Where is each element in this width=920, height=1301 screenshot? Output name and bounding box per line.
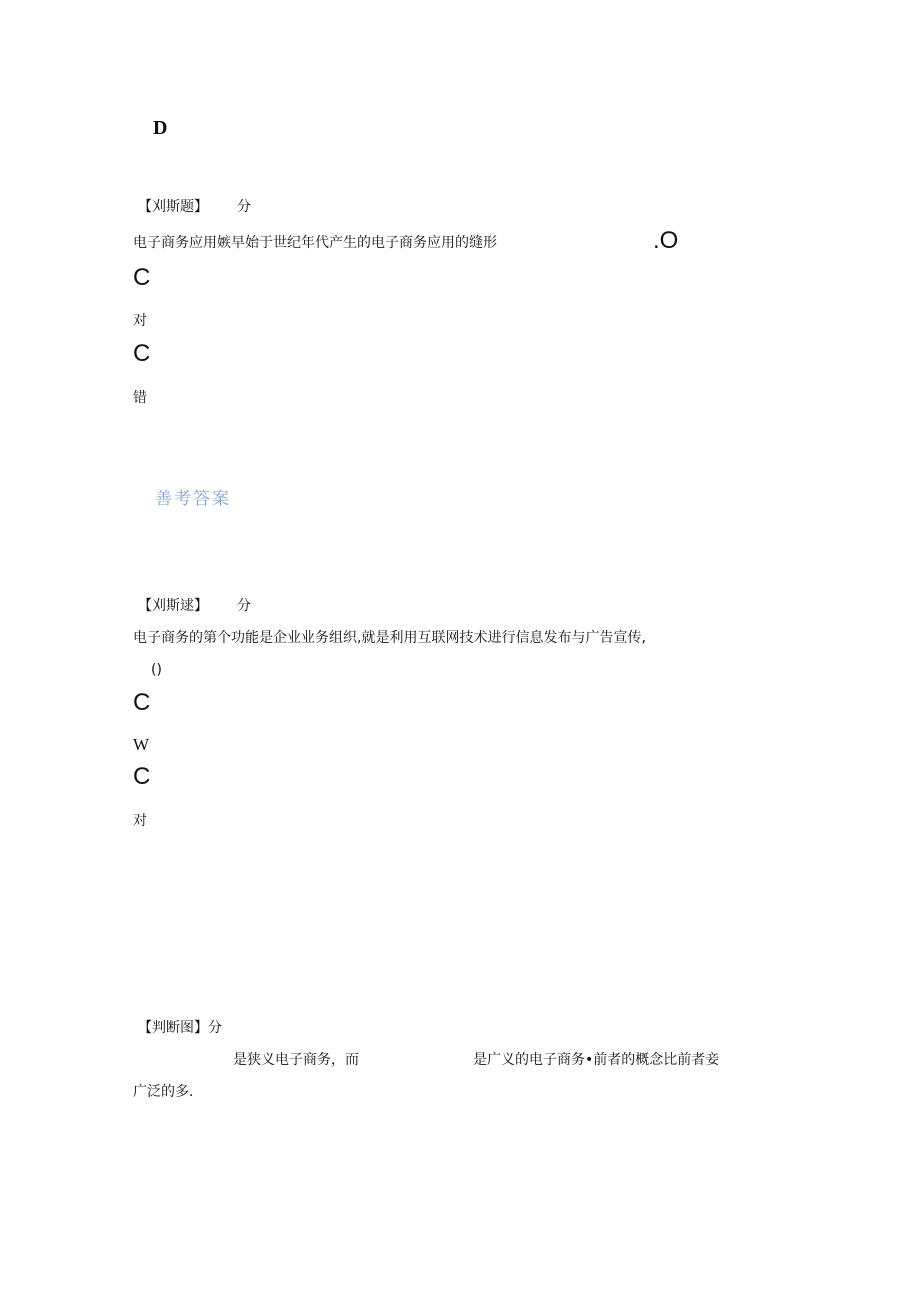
q3-text-part3: 广泛的多.: [133, 1084, 194, 1100]
q2-paren: (): [151, 662, 162, 678]
q1-option-false-label: 错: [133, 390, 147, 406]
q1-header: 【刈斯题】: [138, 199, 208, 215]
q3-text-part2: 是广义的电子商务•前者的概念比前者妾: [473, 1052, 720, 1068]
q1-marker: .O: [653, 227, 679, 254]
q1-option-true-radio[interactable]: C: [133, 264, 151, 291]
q2-option-2-radio[interactable]: C: [133, 763, 151, 790]
q2-option-1-radio[interactable]: C: [133, 689, 151, 716]
q3-header: 【判断图】分: [138, 1020, 222, 1036]
q3-text-part1: 是狭义电子商务，而: [233, 1052, 359, 1068]
q1-option-false-radio[interactable]: C: [133, 340, 151, 367]
q2-header: 【刈斯逑】: [138, 598, 208, 614]
reference-answer-watermark: 善考答案: [155, 489, 231, 509]
previous-answer: D: [153, 117, 168, 139]
q2-score: 分: [237, 598, 251, 614]
q1-option-true-label: 对: [133, 313, 147, 329]
q2-option-2-label: 对: [133, 813, 147, 829]
q1-score: 分: [237, 199, 251, 215]
q1-text: 电子商务应用嫉早始于世纪年代产生的电子商务应用的缝形: [133, 235, 497, 251]
q2-option-1-label: W: [133, 735, 150, 754]
q2-text: 电子商务的第个功能是企业业务组织,就是利用互联网技术进行信息发布与广告宣传,: [133, 630, 646, 646]
